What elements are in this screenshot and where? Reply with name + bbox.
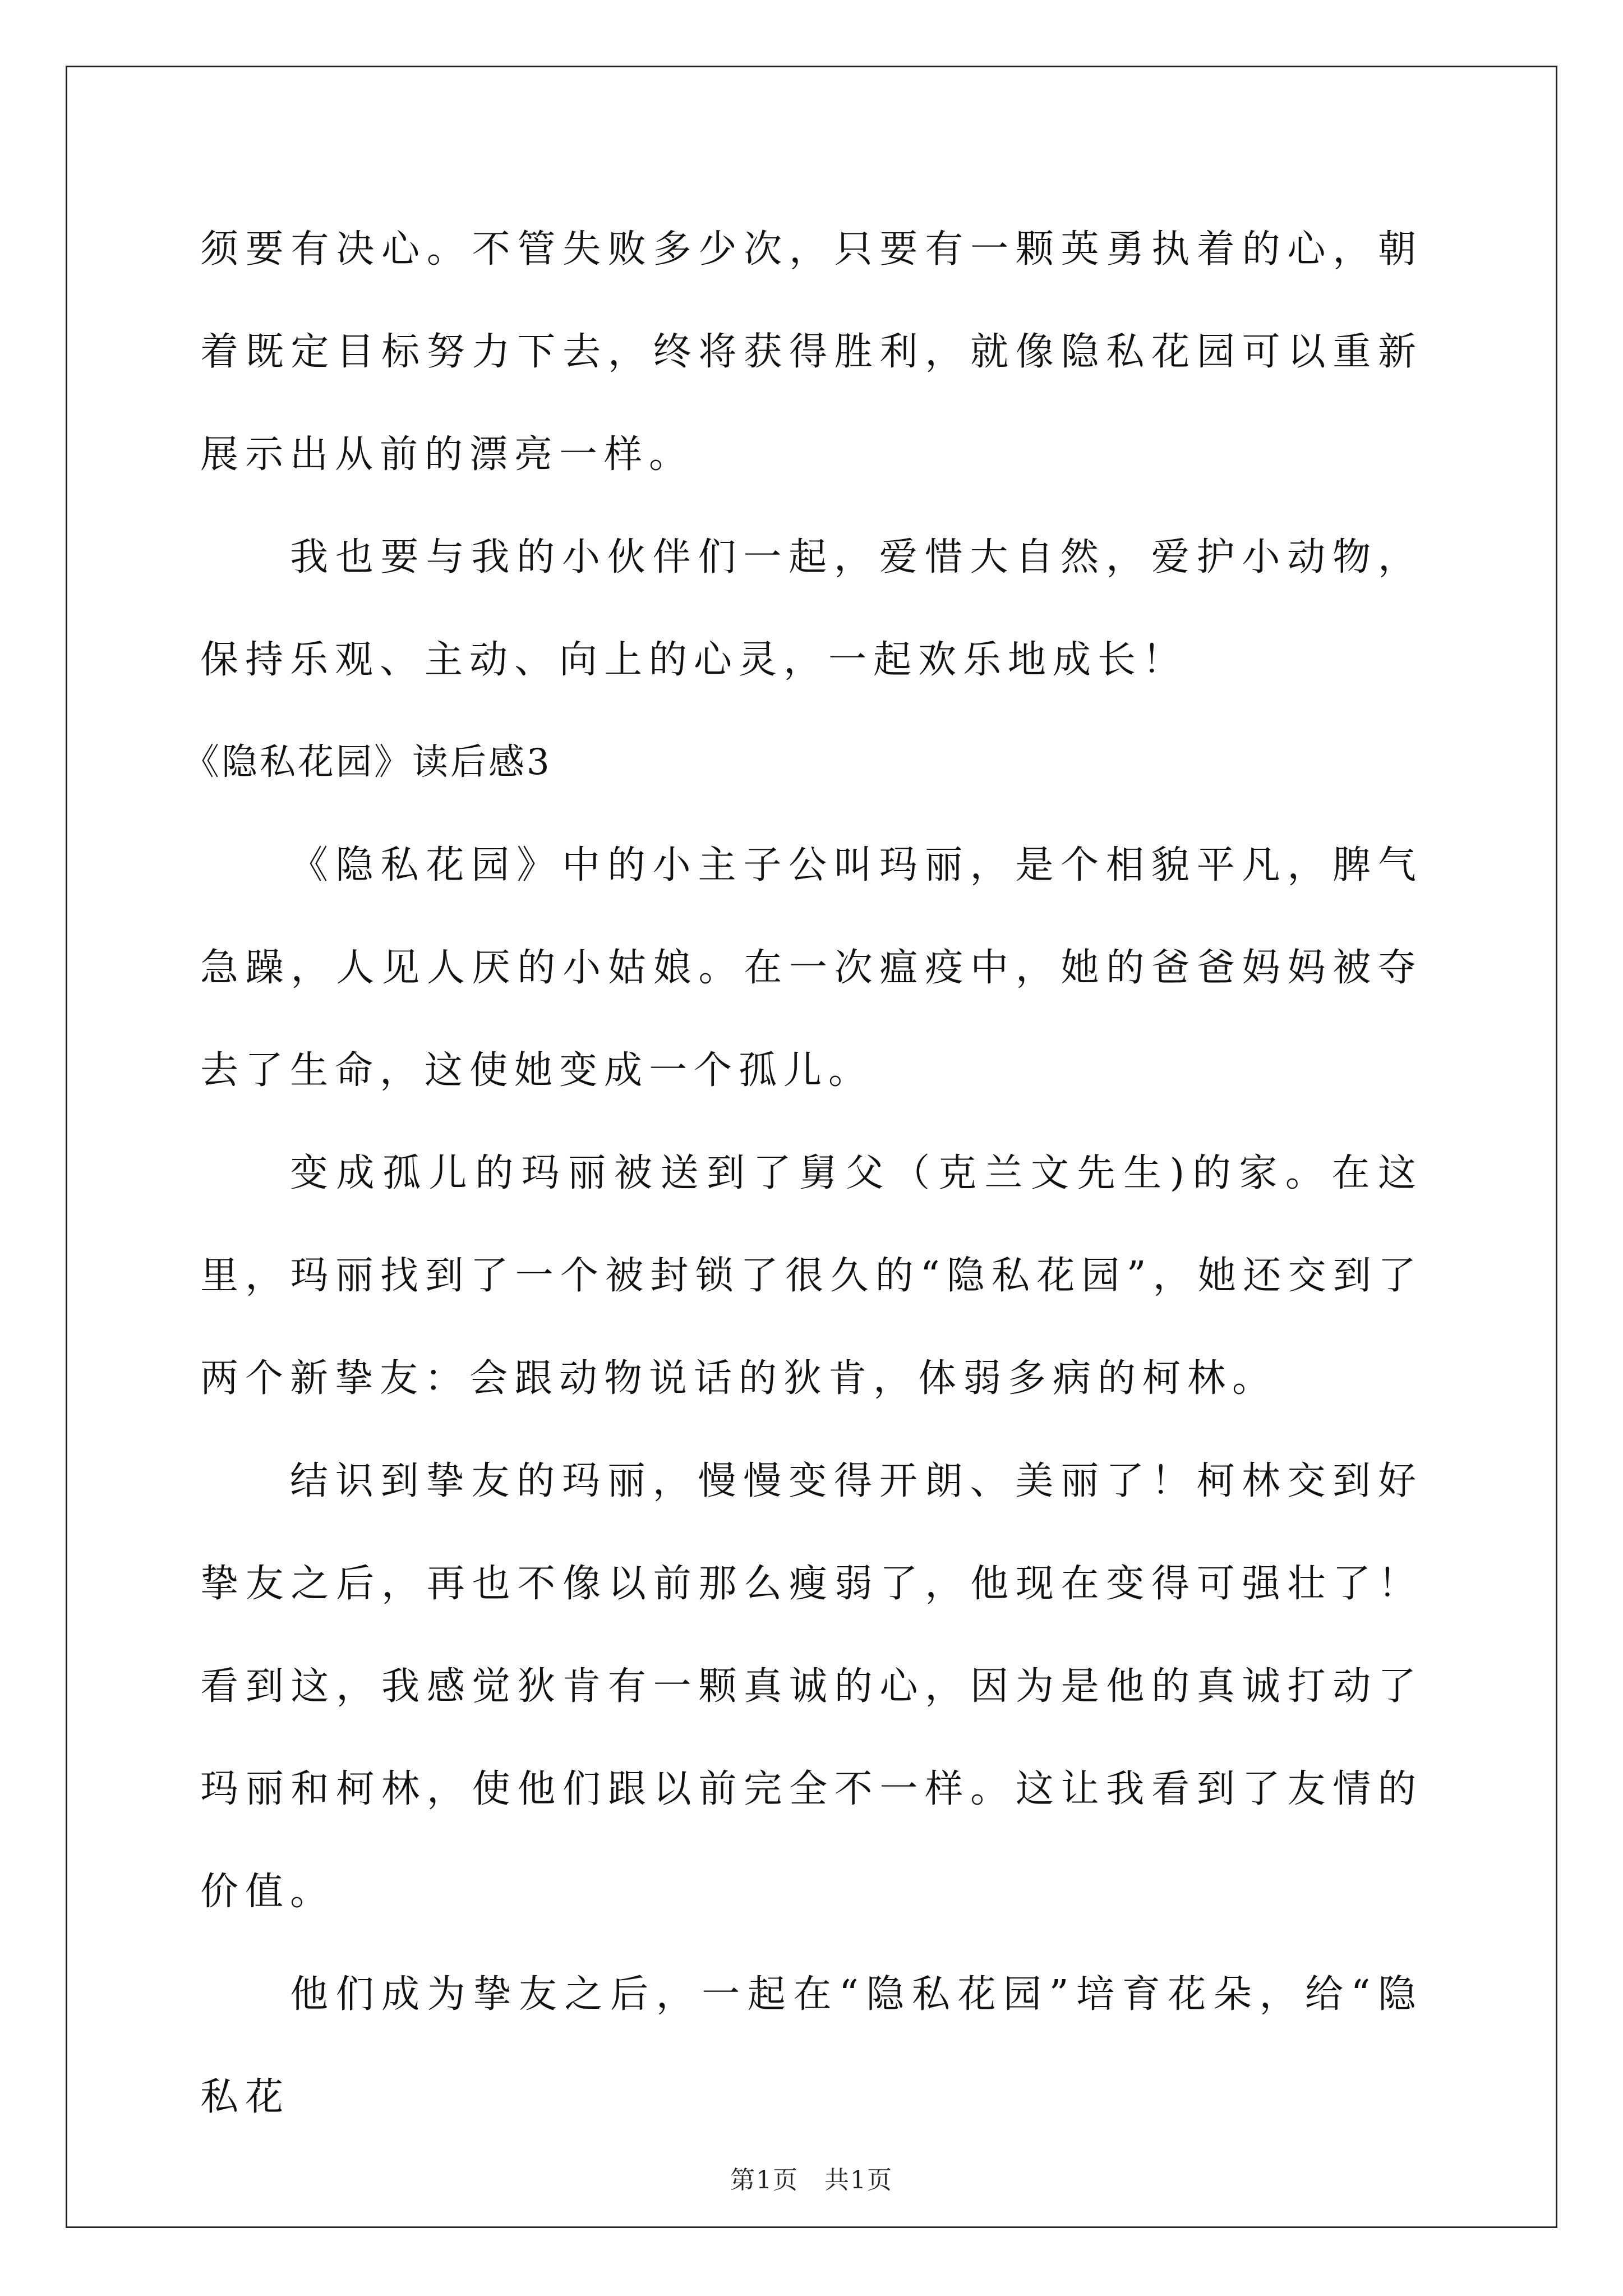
paragraph-2: 我也要与我的小伙伴们一起，爱惜大自然，爱护小动物，保持乐观、主动、向上的心灵，一起欢乐地成长！ [200,535,1423,682]
paragraph-6: 他们成为挚友之后，一起在“隐私花园”培育花朵，给“隐私花 [200,1972,1423,2119]
paragraph-3: 《隐私花园》中的小主子公叫玛丽，是个相貌平凡，脾气急躁，人见人厌的小姑娘。在一次瘟疫中，她的爸爸妈妈被夺去了生命，这使她变成一个孤儿。 [200,843,1423,1093]
paragraph-5: 结识到挚友的玛丽，慢慢变得开朗、美丽了！柯林交到好挚友之后，再也不像以前那么瘦弱了，他现在变得可强壮了！看到这，我感觉狄肯有一颗真诚的心，因为是他的真诚打动了玛丽和柯林，使他们跟以前完全不一样。这让我看到了友情的价值。 [200,1459,1423,1914]
document-body [183,0,1423,2148]
paragraph-4: 变成孤儿的玛丽被送到了舅父（克兰文先生)的家。在这里，玛丽找到了一个被封锁了很久的“隐私花园”，她还交到了两个新挚友：会跟动物说话的狄肯，体弱多病的柯林。 [200,1151,1423,1401]
section-title: 《隐私花园》读后感3 [183,742,552,783]
paragraph-1: 须要有决心。不管失败多少次，只要有一颗英勇执着的心，朝着既定目标努力下去，终将获得胜利，就像隐私花园可以重新展示出从前的漂亮一样。 [200,227,1423,477]
page-number-footer: 第1页 共1页 [730,2166,893,2194]
